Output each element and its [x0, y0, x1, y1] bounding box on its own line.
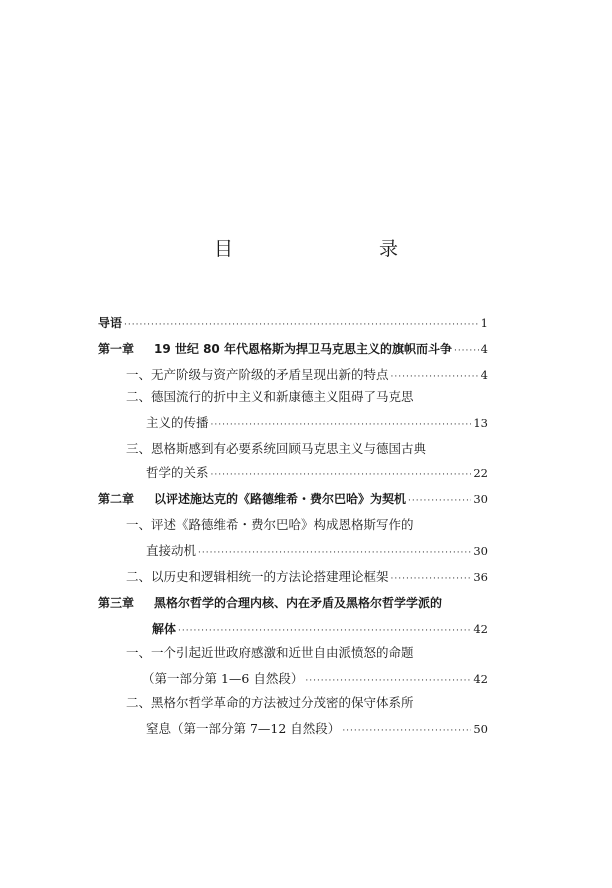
toc-entry-section[interactable] [126, 692, 488, 712]
dot-leader [211, 468, 472, 482]
toc-page-number: 50 [473, 722, 488, 736]
toc-entry-title: 一、无产阶级与资产阶级的矛盾呈现出新的特点 [126, 367, 389, 382]
toc-entry-continuation[interactable] [146, 718, 488, 738]
toc-entry-title: 一、一个引起近世政府感激和近世自由派愤怒的命题 [126, 645, 414, 660]
page-title: 目 录 [213, 238, 434, 260]
toc-entry-title: 黑格尔哲学的合理内核、内在矛盾及黑格尔哲学学派的 [154, 596, 443, 610]
dot-leader [391, 572, 472, 586]
toc-entry-title-continued: 窒息（第一部分第 7—12 自然段） [146, 721, 341, 736]
toc-entry-title: 导语 [98, 316, 123, 330]
dot-leader [305, 674, 471, 688]
chapter-number: 第一章 [98, 342, 135, 356]
toc-entry-section[interactable] [126, 386, 488, 406]
toc-page-number: 30 [473, 544, 488, 558]
toc-entry-section[interactable] [126, 438, 488, 458]
toc-entry-title-continued: 主义的传播 [146, 415, 209, 430]
toc-entry-continuation[interactable] [146, 462, 488, 482]
toc-entry-title: 19 世纪 80 年代恩格斯为捍卫马克思主义的旗帜而斗争 [154, 342, 452, 356]
dot-leader [178, 624, 471, 638]
dot-leader [454, 344, 479, 358]
chapter-number: 第二章 [98, 492, 135, 506]
toc-entry-title-continued: 哲学的关系 [146, 465, 209, 480]
toc-entry-continuation[interactable] [146, 540, 488, 560]
toc-page-number: 13 [473, 416, 488, 430]
toc-entry-intro[interactable] [98, 312, 488, 332]
toc-entry-title: 以评述施达克的《路德维希・费尔巴哈》为契机 [154, 492, 407, 506]
toc-page-number: 22 [473, 466, 488, 480]
toc-entry-chapter-2[interactable] [98, 488, 488, 508]
toc-page-number: 36 [473, 570, 488, 584]
toc-entry-title: 二、黑格尔哲学革命的方法被过分茂密的保守体系所 [126, 695, 414, 710]
dot-leader [342, 724, 471, 738]
dot-leader [211, 418, 472, 432]
toc-entry-section[interactable] [126, 642, 488, 662]
toc-page-number: 42 [473, 672, 488, 686]
dot-leader [124, 318, 479, 332]
toc-page-number: 4 [480, 368, 488, 382]
dot-leader [408, 494, 471, 508]
toc-entry-continuation[interactable] [152, 618, 488, 638]
toc-page-number: 42 [473, 622, 488, 636]
dot-leader [198, 546, 471, 560]
toc-entry-section[interactable] [126, 514, 488, 534]
toc-entry-title: 二、以历史和逻辑相统一的方法论搭建理论框架 [126, 569, 389, 584]
toc-entry-title: 三、恩格斯感到有必要系统回顾马克思主义与德国古典 [126, 441, 427, 456]
toc-entry-title-continued: 解体 [152, 622, 177, 636]
toc-entry-continuation[interactable] [142, 668, 488, 688]
toc-entry-continuation[interactable] [146, 412, 488, 432]
toc-entry-chapter-1[interactable] [98, 338, 488, 358]
toc-page-number: 30 [473, 492, 488, 506]
toc-entry-title-continued: 直接动机 [146, 543, 197, 558]
toc-entry-chapter-3[interactable] [98, 592, 488, 612]
chapter-number: 第三章 [98, 596, 135, 610]
toc-entry-section[interactable] [126, 566, 488, 586]
toc-page-number: 1 [480, 316, 488, 330]
toc-entry-title: 一、评述《路德维希・费尔巴哈》构成恩格斯写作的 [126, 517, 414, 532]
toc-entry-title: 二、德国流行的折中主义和新康德主义阻碍了马克思 [126, 389, 414, 404]
toc-entry-section[interactable] [126, 364, 488, 384]
toc-entry-title-continued: （第一部分第 1—6 自然段） [142, 671, 304, 686]
toc-page-number: 4 [480, 342, 488, 356]
dot-leader [391, 370, 479, 384]
